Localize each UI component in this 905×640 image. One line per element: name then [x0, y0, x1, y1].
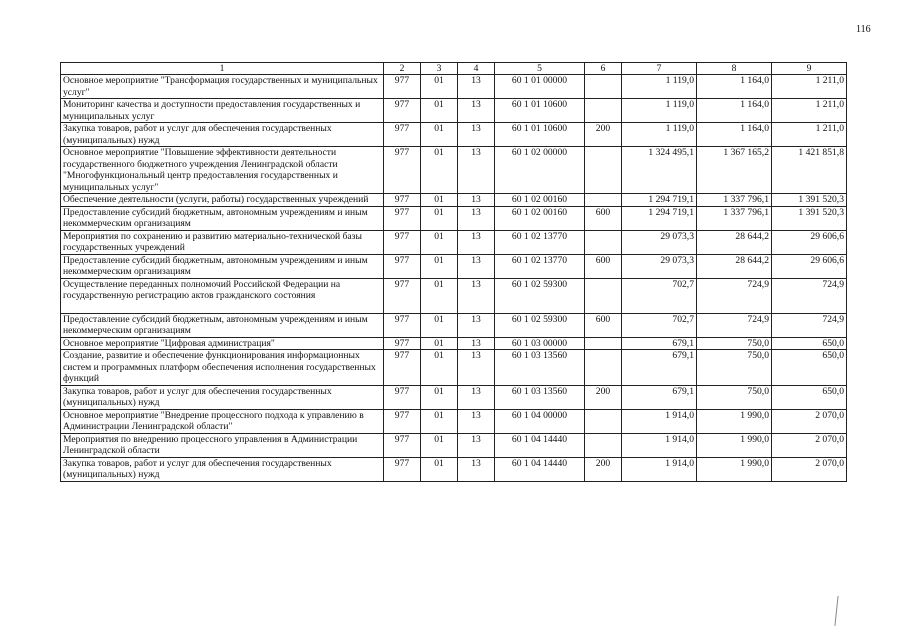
table-row [61, 337, 847, 350]
row-value-cell: 01 [421, 433, 458, 457]
row-value-cell: 977 [384, 337, 421, 350]
row-value-cell: 679,1 [622, 385, 697, 409]
table-row [61, 409, 847, 433]
row-value-cell: 60 1 02 13770 [495, 230, 585, 254]
row-value-cell: 200 [585, 457, 622, 481]
row-name-cell: Мониторинг качества и доступности предоставления государственных и муниципальных услуг [61, 99, 384, 123]
budget-table [60, 62, 847, 482]
row-value-cell: 13 [458, 99, 495, 123]
row-value-cell [585, 194, 622, 207]
row-value-cell: 13 [458, 194, 495, 207]
row-name-cell: Осуществление переданных полномочий Российской Федерации на государственную регистрацию актов гражданского состояния [61, 278, 384, 313]
row-name-cell: Закупка товаров, работ и услуг для обеспечения государственных (муниципальных) нужд [61, 457, 384, 481]
row-value-cell: 600 [585, 313, 622, 337]
table-row [61, 313, 847, 337]
row-value-cell: 1 391 520,3 [772, 194, 847, 207]
table-row [61, 194, 847, 207]
row-value-cell: 60 1 01 10600 [495, 123, 585, 147]
table-row [61, 254, 847, 278]
row-value-cell: 01 [421, 254, 458, 278]
row-value-cell: 13 [458, 147, 495, 194]
row-value-cell: 977 [384, 147, 421, 194]
row-value-cell: 01 [421, 457, 458, 481]
row-value-cell: 1 294 719,1 [622, 194, 697, 207]
row-value-cell: 60 1 04 00000 [495, 409, 585, 433]
row-value-cell: 750,0 [697, 385, 772, 409]
row-value-cell: 1 367 165,2 [697, 147, 772, 194]
row-value-cell: 977 [384, 457, 421, 481]
col-header: 1 [61, 63, 384, 75]
row-value-cell: 977 [384, 75, 421, 99]
page-number: 116 [856, 24, 871, 35]
row-value-cell: 01 [421, 385, 458, 409]
row-value-cell: 13 [458, 254, 495, 278]
row-value-cell: 977 [384, 254, 421, 278]
row-value-cell: 1 914,0 [622, 409, 697, 433]
row-value-cell: 977 [384, 409, 421, 433]
row-value-cell: 01 [421, 337, 458, 350]
table-row [61, 350, 847, 386]
row-value-cell: 1 119,0 [622, 99, 697, 123]
row-value-cell: 01 [421, 278, 458, 313]
row-value-cell: 01 [421, 230, 458, 254]
row-value-cell: 29 073,3 [622, 230, 697, 254]
row-value-cell: 13 [458, 313, 495, 337]
row-value-cell: 750,0 [697, 350, 772, 386]
row-value-cell: 1 119,0 [622, 123, 697, 147]
row-value-cell: 977 [384, 433, 421, 457]
row-value-cell: 60 1 04 14440 [495, 433, 585, 457]
row-value-cell: 29 606,6 [772, 230, 847, 254]
row-value-cell: 60 1 02 00000 [495, 147, 585, 194]
row-value-cell [585, 337, 622, 350]
row-value-cell: 1 990,0 [697, 409, 772, 433]
row-name-cell: Основное мероприятие "Цифровая администрация" [61, 337, 384, 350]
row-value-cell: 28 644,2 [697, 230, 772, 254]
table-row [61, 433, 847, 457]
row-value-cell: 60 1 03 00000 [495, 337, 585, 350]
row-value-cell: 28 644,2 [697, 254, 772, 278]
row-value-cell: 679,1 [622, 350, 697, 386]
row-value-cell: 1 337 796,1 [697, 206, 772, 230]
signature-mark [834, 596, 840, 626]
row-value-cell: 2 070,0 [772, 409, 847, 433]
table-row [61, 385, 847, 409]
row-value-cell: 1 391 520,3 [772, 206, 847, 230]
table-row [61, 230, 847, 254]
row-value-cell [585, 147, 622, 194]
row-value-cell: 13 [458, 433, 495, 457]
row-value-cell: 2 070,0 [772, 433, 847, 457]
row-value-cell: 600 [585, 206, 622, 230]
row-value-cell: 1 211,0 [772, 123, 847, 147]
row-value-cell: 01 [421, 194, 458, 207]
row-value-cell: 1 324 495,1 [622, 147, 697, 194]
row-value-cell: 977 [384, 194, 421, 207]
table-row [61, 457, 847, 481]
row-value-cell: 60 1 01 00000 [495, 75, 585, 99]
row-value-cell [585, 409, 622, 433]
row-name-cell: Основное мероприятие "Повышение эффективности деятельности государственного бюджетного учреждения Ленинградской области "Многофункциональный центр предоставления государственных и муниципальных услуг" [61, 147, 384, 194]
row-value-cell: 702,7 [622, 313, 697, 337]
col-header: 5 [495, 63, 585, 75]
row-value-cell: 60 1 02 13770 [495, 254, 585, 278]
row-name-cell: Мероприятия по внедрению процессного управления в Администрации Ленинградской области [61, 433, 384, 457]
row-name-cell: Основное мероприятие "Внедрение процессного подхода к управлению в Администрации Ленинградской области" [61, 409, 384, 433]
row-value-cell: 977 [384, 313, 421, 337]
row-value-cell: 1 211,0 [772, 75, 847, 99]
row-value-cell: 29 606,6 [772, 254, 847, 278]
row-value-cell: 650,0 [772, 337, 847, 350]
row-value-cell: 01 [421, 123, 458, 147]
row-name-cell: Мероприятия по сохранению и развитию материально-технической базы государственных учреждений [61, 230, 384, 254]
table-row [61, 278, 847, 313]
row-value-cell: 13 [458, 75, 495, 99]
col-header: 6 [585, 63, 622, 75]
row-value-cell: 724,9 [697, 313, 772, 337]
table-row [61, 147, 847, 194]
row-value-cell: 1 164,0 [697, 75, 772, 99]
row-value-cell: 01 [421, 409, 458, 433]
row-value-cell: 1 421 851,8 [772, 147, 847, 194]
row-name-cell: Обеспечение деятельности (услуги, работы) государственных учреждений [61, 194, 384, 207]
row-value-cell: 01 [421, 206, 458, 230]
row-value-cell: 200 [585, 385, 622, 409]
row-name-cell: Создание, развитие и обеспечение функционирования информационных систем и программных платформ обеспечения исполнения государственных функций [61, 350, 384, 386]
row-value-cell: 13 [458, 457, 495, 481]
row-value-cell: 13 [458, 230, 495, 254]
row-name-cell: Предоставление субсидий бюджетным, автономным учреждениям и иным некоммерческим организациям [61, 313, 384, 337]
row-value-cell: 60 1 03 13560 [495, 350, 585, 386]
row-value-cell: 13 [458, 206, 495, 230]
row-value-cell [585, 75, 622, 99]
row-value-cell: 1 164,0 [697, 123, 772, 147]
table-row [61, 75, 847, 99]
table-row [61, 206, 847, 230]
row-value-cell: 01 [421, 75, 458, 99]
row-value-cell: 13 [458, 385, 495, 409]
row-value-cell: 724,9 [772, 313, 847, 337]
row-value-cell: 60 1 02 59300 [495, 278, 585, 313]
col-header: 9 [772, 63, 847, 75]
row-value-cell: 13 [458, 337, 495, 350]
row-name-cell: Закупка товаров, работ и услуг для обеспечения государственных (муниципальных) нужд [61, 123, 384, 147]
row-value-cell: 600 [585, 254, 622, 278]
row-value-cell: 977 [384, 99, 421, 123]
row-value-cell: 977 [384, 385, 421, 409]
col-header: 2 [384, 63, 421, 75]
row-value-cell: 650,0 [772, 350, 847, 386]
row-value-cell [585, 278, 622, 313]
table-row [61, 99, 847, 123]
row-value-cell: 724,9 [697, 278, 772, 313]
row-value-cell: 60 1 01 10600 [495, 99, 585, 123]
row-name-cell: Закупка товаров, работ и услуг для обеспечения государственных (муниципальных) нужд [61, 385, 384, 409]
row-value-cell: 01 [421, 350, 458, 386]
row-value-cell: 977 [384, 278, 421, 313]
row-value-cell: 200 [585, 123, 622, 147]
row-value-cell: 01 [421, 99, 458, 123]
row-value-cell: 1 914,0 [622, 433, 697, 457]
table-row [61, 123, 847, 147]
row-value-cell: 1 990,0 [697, 457, 772, 481]
row-value-cell: 750,0 [697, 337, 772, 350]
row-value-cell [585, 433, 622, 457]
row-value-cell: 01 [421, 147, 458, 194]
row-name-cell: Основное мероприятие "Трансформация государственных и муниципальных услуг" [61, 75, 384, 99]
row-value-cell: 977 [384, 230, 421, 254]
row-value-cell [585, 99, 622, 123]
row-value-cell: 1 914,0 [622, 457, 697, 481]
col-header: 4 [458, 63, 495, 75]
row-name-cell: Предоставление субсидий бюджетным, автономным учреждениям и иным некоммерческим организациям [61, 206, 384, 230]
table-header-row [61, 63, 847, 75]
row-value-cell: 60 1 04 14440 [495, 457, 585, 481]
row-value-cell [585, 350, 622, 386]
row-value-cell: 1 119,0 [622, 75, 697, 99]
row-value-cell: 977 [384, 206, 421, 230]
row-value-cell: 13 [458, 350, 495, 386]
row-value-cell: 702,7 [622, 278, 697, 313]
col-header: 7 [622, 63, 697, 75]
row-value-cell: 650,0 [772, 385, 847, 409]
row-value-cell: 60 1 02 00160 [495, 206, 585, 230]
row-value-cell: 679,1 [622, 337, 697, 350]
row-value-cell: 1 294 719,1 [622, 206, 697, 230]
row-value-cell: 60 1 02 59300 [495, 313, 585, 337]
row-value-cell: 724,9 [772, 278, 847, 313]
row-value-cell: 13 [458, 123, 495, 147]
row-value-cell: 1 164,0 [697, 99, 772, 123]
row-value-cell: 1 990,0 [697, 433, 772, 457]
row-value-cell: 60 1 03 13560 [495, 385, 585, 409]
row-value-cell: 977 [384, 350, 421, 386]
row-value-cell: 01 [421, 313, 458, 337]
col-header: 8 [697, 63, 772, 75]
row-value-cell: 977 [384, 123, 421, 147]
row-name-cell: Предоставление субсидий бюджетным, автономным учреждениям и иным некоммерческим организациям [61, 254, 384, 278]
row-value-cell: 13 [458, 409, 495, 433]
row-value-cell: 2 070,0 [772, 457, 847, 481]
row-value-cell: 1 337 796,1 [697, 194, 772, 207]
col-header: 3 [421, 63, 458, 75]
row-value-cell: 29 073,3 [622, 254, 697, 278]
row-value-cell: 60 1 02 00160 [495, 194, 585, 207]
row-value-cell [585, 230, 622, 254]
row-value-cell: 13 [458, 278, 495, 313]
row-value-cell: 1 211,0 [772, 99, 847, 123]
